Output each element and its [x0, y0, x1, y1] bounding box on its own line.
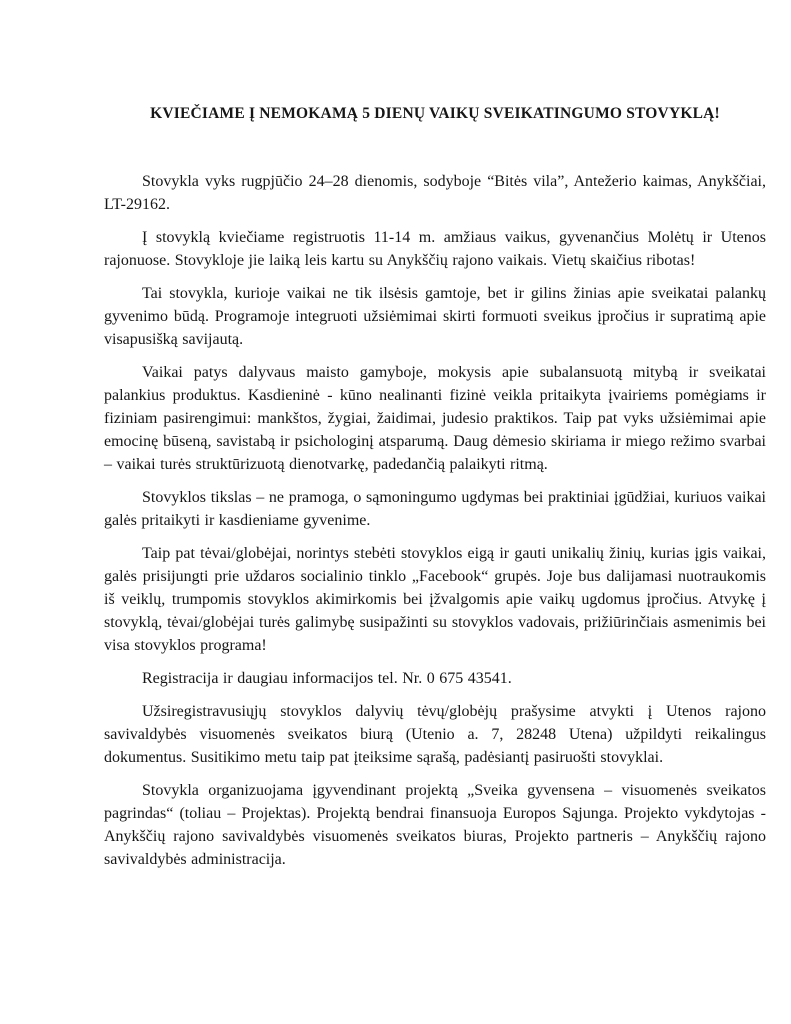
- paragraph-project-funding: Stovykla organizuojama įgyvendinant projektą „Sveika gyvensena – visuomenės sveikatos pagrindas“ (toliau – Projektas). Projektą bendrai finansuoja Europos Sąjunga. Projekto vykdytojas - Anykščių rajono savivaldybės visuomenės sveikatos biuras, Projekto partneris – Anykščių rajono savivaldybės administracija.: [104, 782, 766, 868]
- paragraph-documents-office: Užsiregistravusiųjų stovyklos dalyvių tėvų/globėjų prašysime atvykti į Utenos rajono savivaldybės visuomenės sveikatos biurą (Utenio a. 7, 28248 Utena) užpildyti reikalingus dokumentus. Susitikimo metu taip pat įteiksime sąrašą, padėsiantį pasiruošti stovyklai.: [104, 703, 766, 766]
- document-title: KVIEČIAME Į NEMOKAMĄ 5 DIENŲ VAIKŲ SVEIKATINGUMO STOVYKLĄ!: [150, 105, 720, 122]
- paragraph-parents-facebook-group: Taip pat tėvai/globėjai, norintys stebėti stovyklos eigą ir gauti unikalių žinių, kurias įgis vaikai, galės prisijungti prie uždaros socialinio tinklo „Facebook“ grupės. Joje bus dalijamasi nuotraukomis iš veiklų, trumpomis stovyklos akimirkomis bei įžvalgomis apie vaikų ugdomus įpročius. Atvykę į stovyklą, tėvai/globėjai turės galimybę susipažinti su stovyklos vadovais, prižiūrinčiais asmenimis bei visa stovyklos programa!: [104, 545, 766, 654]
- paragraph-activities: Vaikai patys dalyvaus maisto gamyboje, mokysis apie subalansuotą mitybą ir sveikatai palankius produktus. Kasdieninė - kūno nealinanti fizinė veikla pritaikyta įvairiems pomėgiams ir fiziniam pasirengimui: mankštos, žygiai, žaidimai, judesio praktikos. Taip pat vyks užsiėmimai apie emocinę būseną, savistabą ir psichologinį atsparumą. Daug dėmesio skiriama ir miego režimo svarbai – vaikai turės struktūrizuotą dienotvarkę, padedančią palaikyti ritmą.: [104, 364, 766, 473]
- paragraph-camp-dates-location: Stovykla vyks rugpjūčio 24–28 dienomis, sodyboje “Bitės vila”, Antežerio kaimas, Anykščiai, LT-29162.: [104, 173, 766, 213]
- paragraph-registration-phone: Registracija ir daugiau informacijos tel. Nr. 0 675 43541.: [142, 670, 512, 687]
- paragraph-registration-invite: Į stovyklą kviečiame registruotis 11-14 m. amžiaus vaikus, gyvenančius Molėtų ir Utenos rajonuose. Stovykloje jie laiką leis kartu su Anykščių rajono vaikais. Vietų skaičius ribotas!: [104, 229, 766, 269]
- paragraph-camp-description: Tai stovykla, kurioje vaikai ne tik ilsėsis gamtoje, bet ir gilins žinias apie sveikatai palankų gyvenimo būdą. Programoje integruoti užsiėmimai skirti formuoti sveikus įpročius ir supratimą apie visapusišką savijautą.: [104, 285, 766, 348]
- paragraph-camp-goal: Stovyklos tikslas – ne pramoga, o sąmoningumo ugdymas bei praktiniai įgūdžiai, kuriuos vaikai galės pritaikyti ir kasdieniame gyvenime.: [104, 489, 766, 529]
